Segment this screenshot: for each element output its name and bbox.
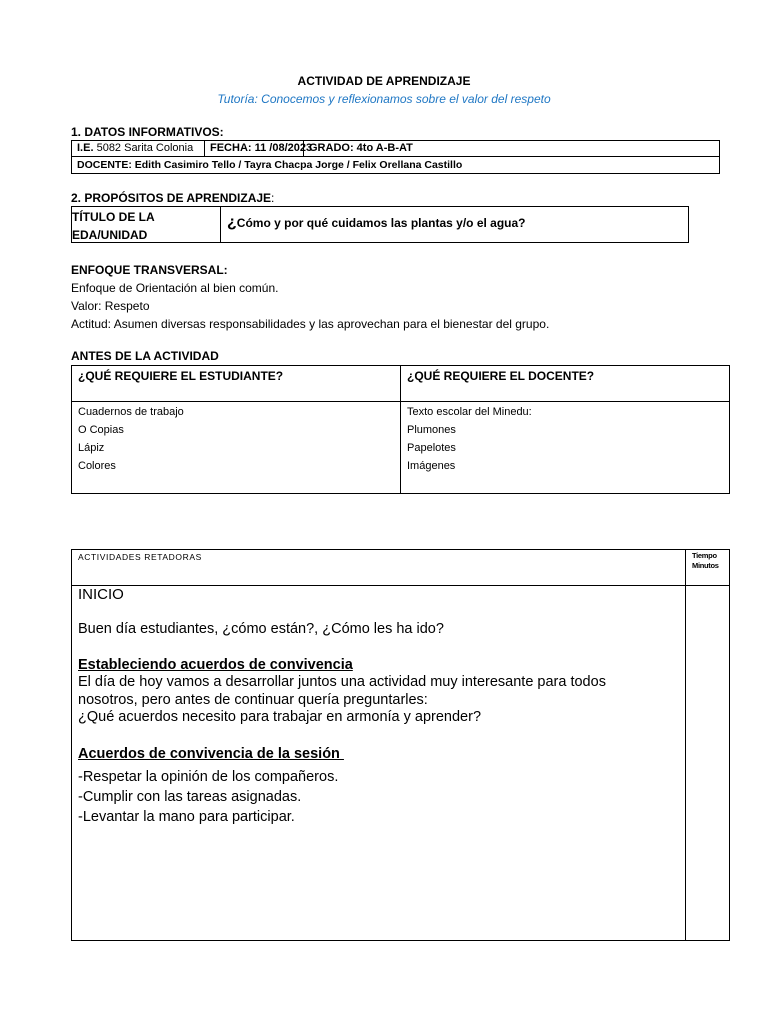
docente-cell: DOCENTE: Edith Casimiro Tello / Tayra Chacpa Jorge / Felix Orellana Castillo bbox=[77, 159, 463, 171]
list-item: Texto escolar del Minedu: bbox=[407, 406, 532, 418]
valor-line: Valor: Respeto bbox=[71, 299, 150, 313]
titulo-label: TÍTULO DE LA EDA/UNIDAD bbox=[72, 210, 155, 242]
enfoque-line: Enfoque de Orientación al bien común. bbox=[71, 281, 279, 295]
actividades-header: ACTIVIDADES RETADORAS bbox=[78, 552, 202, 562]
antes-heading: ANTES DE LA ACTIVIDAD bbox=[71, 349, 219, 363]
list-item: Lápiz bbox=[78, 442, 105, 454]
estudiante-list bbox=[78, 403, 184, 475]
col-estudiante-header: ¿QUÉ REQUIERE EL ESTUDIANTE? bbox=[78, 369, 284, 383]
list-item: -Cumplir con las tareas asignadas. bbox=[78, 789, 302, 805]
grado-cell: GRADO: 4to A-B-AT bbox=[309, 142, 413, 154]
col-docente-header: ¿QUÉ REQUIERE EL DOCENTE? bbox=[407, 369, 595, 383]
enfoque-heading: ENFOQUE TRANSVERSAL: bbox=[71, 263, 228, 277]
list-item: Imágenes bbox=[407, 460, 456, 472]
section-propositos-heading: 2. PROPÓSITOS DE APRENDIZAJE: bbox=[71, 191, 275, 205]
section-datos-heading: 1. DATOS INFORMATIVOS: bbox=[71, 125, 224, 139]
docente-list bbox=[407, 403, 532, 475]
document-title: ACTIVIDAD DE APRENDIZAJE bbox=[297, 74, 471, 88]
list-item: Papelotes bbox=[407, 442, 456, 454]
ie-value: 5082 Sarita Colonia bbox=[96, 142, 194, 154]
tiempo-header: Tiempo Minutos bbox=[692, 551, 719, 570]
ie-label: I.E. bbox=[77, 142, 94, 154]
sesion-heading: Acuerdos de convivencia de la sesión bbox=[78, 746, 344, 762]
list-item: O Copias bbox=[78, 424, 124, 436]
list-item: -Levantar la mano para participar. bbox=[78, 809, 295, 825]
list-item: Cuadernos de trabajo bbox=[78, 406, 184, 418]
inicio-heading: INICIO bbox=[78, 586, 124, 603]
acuerdos-heading: Estableciendo acuerdos de convivencia bbox=[78, 657, 353, 673]
acuerdos-list bbox=[78, 767, 338, 827]
list-item: Plumones bbox=[407, 424, 456, 436]
list-item: Colores bbox=[78, 460, 116, 472]
saludo-text: Buen día estudiantes, ¿cómo están?, ¿Cómo les ha ido? bbox=[78, 621, 444, 637]
titulo-value: ¿Cómo y por qué cuidamos las plantas y/o el agua? bbox=[227, 214, 526, 231]
actividades-table bbox=[71, 549, 730, 941]
ie-cell bbox=[77, 142, 193, 154]
fecha-cell: FECHA: 11 /08/2023 bbox=[210, 142, 313, 154]
document-subtitle: Tutoría: Conocemos y reflexionamos sobre el valor del respeto bbox=[217, 92, 551, 106]
actitud-line: Actitud: Asumen diversas responsabilidades y las aprovechan para el bienestar del grupo. bbox=[71, 317, 550, 331]
acuerdos-paragraph: El día de hoy vamos a desarrollar juntos una actividad muy interesante para todos nosotros, pero antes de continuar quería preguntarles: ¿Qué acuerdos necesito para trabajar en armonía y aprender? bbox=[78, 674, 606, 725]
enfoque-block bbox=[71, 261, 549, 333]
list-item: -Respetar la opinión de los compañeros. bbox=[78, 769, 339, 785]
